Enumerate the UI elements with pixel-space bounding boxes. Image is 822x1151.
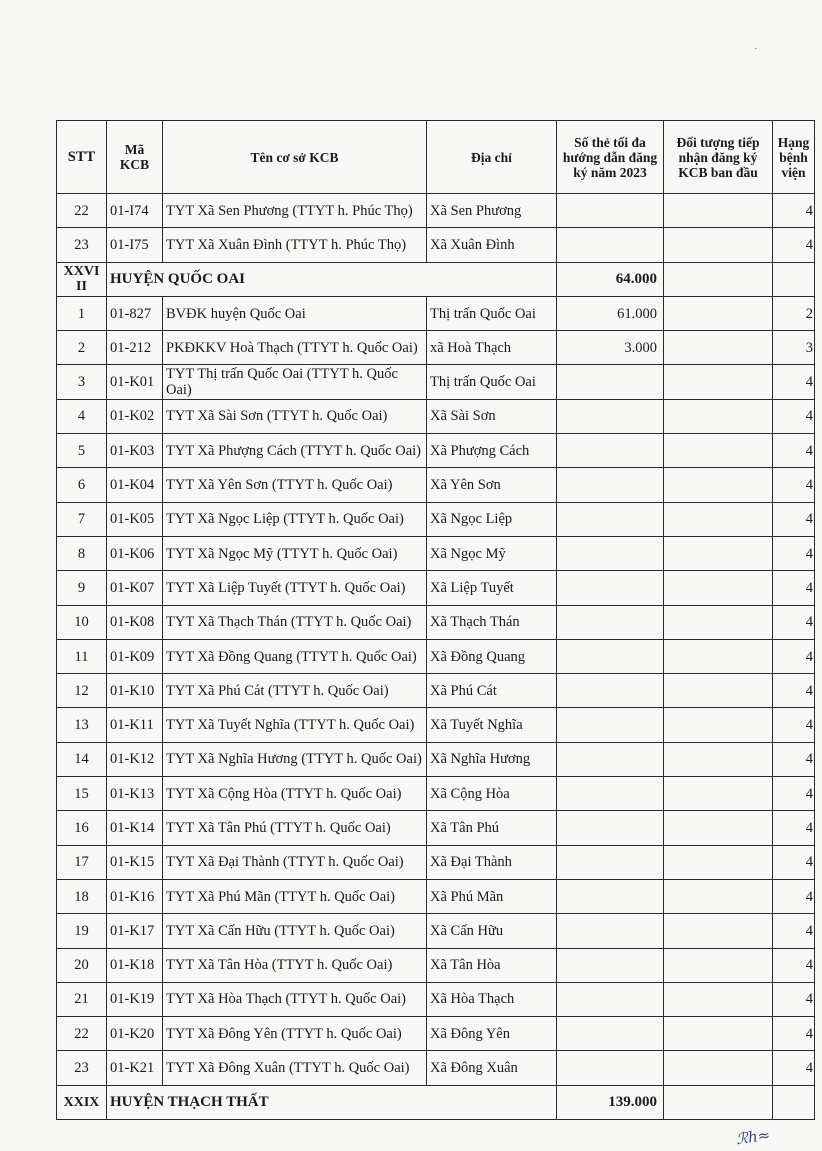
table-row <box>57 879 815 913</box>
cell-doi-tuong <box>664 708 773 742</box>
table-row <box>57 1051 815 1085</box>
cell-ma-kcb: 01-K13 <box>107 777 163 811</box>
cell-dia-chi: Xã Sài Sơn <box>427 399 557 433</box>
cell-doi-tuong <box>664 296 773 330</box>
cell-so-the <box>557 811 664 845</box>
cell-hang: 4 <box>773 639 815 673</box>
cell-dia-chi: Xã Cấn Hữu <box>427 914 557 948</box>
cell-stt: 7 <box>57 502 107 536</box>
cell-stt: 11 <box>57 639 107 673</box>
cell-stt: 2 <box>57 331 107 365</box>
cell-hang: 4 <box>773 777 815 811</box>
cell-dia-chi: Xã Sen Phương <box>427 194 557 228</box>
cell-ma-kcb: 01-K03 <box>107 434 163 468</box>
cell-doi-tuong <box>664 639 773 673</box>
table-row <box>57 742 815 776</box>
cell-dia-chi: Xã Phượng Cách <box>427 434 557 468</box>
group-so-the: 64.000 <box>557 262 664 296</box>
cell-hang: 4 <box>773 502 815 536</box>
cell-ma-kcb: 01-K08 <box>107 605 163 639</box>
cell-ma-kcb: 01-K09 <box>107 639 163 673</box>
cell-hang: 4 <box>773 1017 815 1051</box>
cell-stt: 12 <box>57 674 107 708</box>
cell-ten-co-so: TYT Xã Xuân Đình (TTYT h. Phúc Thọ) <box>163 228 427 262</box>
cell-ma-kcb: 01-K18 <box>107 948 163 982</box>
cell-stt: 10 <box>57 605 107 639</box>
cell-dia-chi: Xã Phú Cát <box>427 674 557 708</box>
table-row <box>57 331 815 365</box>
cell-dia-chi: Xã Nghĩa Hương <box>427 742 557 776</box>
cell-so-the <box>557 1051 664 1085</box>
table-row <box>57 434 815 468</box>
cell-ma-kcb: 01-K01 <box>107 365 163 399</box>
cell-hang: 4 <box>773 674 815 708</box>
cell-stt: 14 <box>57 742 107 776</box>
cell-ten-co-so: TYT Xã Cấn Hữu (TTYT h. Quốc Oai) <box>163 914 427 948</box>
cell-ten-co-so: TYT Xã Sen Phương (TTYT h. Phúc Thọ) <box>163 194 427 228</box>
cell-hang: 4 <box>773 536 815 570</box>
cell-ten-co-so: TYT Xã Phượng Cách (TTYT h. Quốc Oai) <box>163 434 427 468</box>
cell-ten-co-so: TYT Xã Phú Cát (TTYT h. Quốc Oai) <box>163 674 427 708</box>
cell-doi-tuong <box>664 605 773 639</box>
cell-doi-tuong <box>664 948 773 982</box>
table-row <box>57 914 815 948</box>
cell-so-the <box>557 639 664 673</box>
cell-stt: 3 <box>57 365 107 399</box>
cell-so-the <box>557 742 664 776</box>
cell-doi-tuong <box>664 331 773 365</box>
cell-so-the: 61.000 <box>557 296 664 330</box>
cell-so-the <box>557 914 664 948</box>
group-empty <box>773 1085 815 1119</box>
table-row <box>57 982 815 1016</box>
cell-doi-tuong <box>664 228 773 262</box>
cell-ma-kcb: 01-K21 <box>107 1051 163 1085</box>
table-row <box>57 845 815 879</box>
cell-ten-co-so: TYT Xã Tuyết Nghĩa (TTYT h. Quốc Oai) <box>163 708 427 742</box>
cell-stt: 13 <box>57 708 107 742</box>
cell-hang: 4 <box>773 571 815 605</box>
cell-doi-tuong <box>664 365 773 399</box>
cell-so-the <box>557 399 664 433</box>
cell-hang: 4 <box>773 914 815 948</box>
document-sheet <box>56 120 814 1120</box>
cell-ma-kcb: 01-K12 <box>107 742 163 776</box>
cell-doi-tuong <box>664 879 773 913</box>
cell-hang: 4 <box>773 879 815 913</box>
cell-doi-tuong <box>664 468 773 502</box>
cell-dia-chi: Xã Tuyết Nghĩa <box>427 708 557 742</box>
cell-doi-tuong <box>664 571 773 605</box>
cell-stt: 22 <box>57 194 107 228</box>
cell-dia-chi: Xã Đông Xuân <box>427 1051 557 1085</box>
handwritten-initials: ℛℎ≈ <box>734 1125 772 1149</box>
cell-dia-chi: Xã Tân Phú <box>427 811 557 845</box>
cell-doi-tuong <box>664 914 773 948</box>
cell-ma-kcb: 01-K20 <box>107 1017 163 1051</box>
cell-dia-chi: Thị trấn Quốc Oai <box>427 365 557 399</box>
cell-ma-kcb: 01-K02 <box>107 399 163 433</box>
cell-stt: 22 <box>57 1017 107 1051</box>
cell-dia-chi: Xã Thạch Thán <box>427 605 557 639</box>
table-row <box>57 468 815 502</box>
cell-doi-tuong <box>664 674 773 708</box>
cell-ma-kcb: 01-I75 <box>107 228 163 262</box>
cell-doi-tuong <box>664 982 773 1016</box>
cell-stt: 23 <box>57 1051 107 1085</box>
cell-hang: 4 <box>773 399 815 433</box>
cell-hang: 4 <box>773 845 815 879</box>
cell-hang: 2 <box>773 296 815 330</box>
cell-so-the <box>557 879 664 913</box>
cell-doi-tuong <box>664 502 773 536</box>
cell-dia-chi: Xã Tân Hòa <box>427 948 557 982</box>
cell-doi-tuong <box>664 434 773 468</box>
cell-ma-kcb: 01-K06 <box>107 536 163 570</box>
table-row <box>57 674 815 708</box>
cell-stt: 17 <box>57 845 107 879</box>
cell-ten-co-so: TYT Xã Đông Xuân (TTYT h. Quốc Oai) <box>163 1051 427 1085</box>
cell-ma-kcb: 01-K15 <box>107 845 163 879</box>
cell-ma-kcb: 01-K19 <box>107 982 163 1016</box>
cell-stt: 20 <box>57 948 107 982</box>
cell-ma-kcb: 01-K04 <box>107 468 163 502</box>
cell-dia-chi: Xã Cộng Hòa <box>427 777 557 811</box>
cell-hang: 4 <box>773 742 815 776</box>
group-empty <box>664 1085 773 1119</box>
table-row <box>57 536 815 570</box>
table-row <box>57 296 815 330</box>
cell-so-the <box>557 365 664 399</box>
cell-ma-kcb: 01-827 <box>107 296 163 330</box>
cell-dia-chi: Xã Đông Yên <box>427 1017 557 1051</box>
table-row <box>57 639 815 673</box>
table-row <box>57 605 815 639</box>
group-row-quoc-oai <box>57 262 815 296</box>
cell-stt: 15 <box>57 777 107 811</box>
cell-ten-co-so: TYT Xã Ngọc Liệp (TTYT h. Quốc Oai) <box>163 502 427 536</box>
cell-ma-kcb: 01-K14 <box>107 811 163 845</box>
header-row <box>57 121 815 194</box>
table-row <box>57 399 815 433</box>
cell-so-the <box>557 605 664 639</box>
group-empty <box>664 262 773 296</box>
cell-hang: 4 <box>773 228 815 262</box>
table-row <box>57 1017 815 1051</box>
cell-doi-tuong <box>664 194 773 228</box>
cell-ten-co-so: TYT Xã Ngọc Mỹ (TTYT h. Quốc Oai) <box>163 536 427 570</box>
cell-hang: 3 <box>773 331 815 365</box>
cell-ten-co-so: TYT Xã Tân Phú (TTYT h. Quốc Oai) <box>163 811 427 845</box>
cell-dia-chi: Xã Đại Thành <box>427 845 557 879</box>
cell-so-the <box>557 468 664 502</box>
cell-dia-chi: Xã Yên Sơn <box>427 468 557 502</box>
scan-speck: · <box>754 44 758 55</box>
cell-dia-chi: xã Hoà Thạch <box>427 331 557 365</box>
cell-ten-co-so: TYT Xã Phú Mãn (TTYT h. Quốc Oai) <box>163 879 427 913</box>
cell-dia-chi: Thị trấn Quốc Oai <box>427 296 557 330</box>
cell-ma-kcb: 01-I74 <box>107 194 163 228</box>
table-row <box>57 365 815 399</box>
cell-so-the <box>557 845 664 879</box>
cell-stt: 19 <box>57 914 107 948</box>
cell-stt: 1 <box>57 296 107 330</box>
cell-ma-kcb: 01-K05 <box>107 502 163 536</box>
group-empty <box>773 262 815 296</box>
cell-so-the <box>557 194 664 228</box>
kcb-registration-table <box>56 120 815 1120</box>
group-stt: XXVI II <box>57 262 107 296</box>
cell-stt: 23 <box>57 228 107 262</box>
cell-ten-co-so: TYT Xã Nghĩa Hương (TTYT h. Quốc Oai) <box>163 742 427 776</box>
cell-hang: 4 <box>773 434 815 468</box>
cell-so-the <box>557 571 664 605</box>
cell-ten-co-so: TYT Xã Tân Hòa (TTYT h. Quốc Oai) <box>163 948 427 982</box>
header-hang-benh-vien: Hạng bệnh viện <box>773 121 815 194</box>
cell-stt: 16 <box>57 811 107 845</box>
cell-hang: 4 <box>773 948 815 982</box>
cell-dia-chi: Xã Liệp Tuyết <box>427 571 557 605</box>
group-stt: XXIX <box>57 1085 107 1119</box>
cell-ma-kcb: 01-K10 <box>107 674 163 708</box>
cell-dia-chi: Xã Xuân Đình <box>427 228 557 262</box>
cell-ten-co-so: TYT Xã Yên Sơn (TTYT h. Quốc Oai) <box>163 468 427 502</box>
cell-hang: 4 <box>773 708 815 742</box>
cell-so-the <box>557 228 664 262</box>
table-body <box>57 194 815 1120</box>
cell-hang: 4 <box>773 982 815 1016</box>
cell-stt: 4 <box>57 399 107 433</box>
cell-hang: 4 <box>773 194 815 228</box>
cell-ten-co-so: TYT Xã Đồng Quang (TTYT h. Quốc Oai) <box>163 639 427 673</box>
cell-ten-co-so: TYT Xã Đông Yên (TTYT h. Quốc Oai) <box>163 1017 427 1051</box>
cell-dia-chi: Xã Phú Mãn <box>427 879 557 913</box>
cell-ten-co-so: TYT Xã Thạch Thán (TTYT h. Quốc Oai) <box>163 605 427 639</box>
cell-stt: 18 <box>57 879 107 913</box>
cell-ma-kcb: 01-K11 <box>107 708 163 742</box>
cell-doi-tuong <box>664 742 773 776</box>
table-row <box>57 194 815 228</box>
cell-so-the <box>557 948 664 982</box>
table-row <box>57 502 815 536</box>
cell-ten-co-so: BVĐK huyện Quốc Oai <box>163 296 427 330</box>
cell-hang: 4 <box>773 605 815 639</box>
header-ma-kcb: Mã KCB <box>107 121 163 194</box>
cell-ten-co-so: TYT Xã Sài Sơn (TTYT h. Quốc Oai) <box>163 399 427 433</box>
cell-ten-co-so: TYT Xã Hòa Thạch (TTYT h. Quốc Oai) <box>163 982 427 1016</box>
cell-dia-chi: Xã Ngọc Liệp <box>427 502 557 536</box>
cell-ten-co-so: PKĐKKV Hoà Thạch (TTYT h. Quốc Oai) <box>163 331 427 365</box>
cell-so-the <box>557 536 664 570</box>
cell-ma-kcb: 01-212 <box>107 331 163 365</box>
group-title: HUYỆN QUỐC OAI <box>107 262 557 296</box>
cell-doi-tuong <box>664 777 773 811</box>
cell-so-the <box>557 434 664 468</box>
group-title: HUYỆN THẠCH THẤT <box>107 1085 557 1119</box>
cell-so-the <box>557 982 664 1016</box>
cell-doi-tuong <box>664 1051 773 1085</box>
cell-hang: 4 <box>773 468 815 502</box>
cell-so-the <box>557 708 664 742</box>
cell-ten-co-so: TYT Xã Đại Thành (TTYT h. Quốc Oai) <box>163 845 427 879</box>
cell-ma-kcb: 01-K16 <box>107 879 163 913</box>
table-row <box>57 777 815 811</box>
cell-so-the <box>557 777 664 811</box>
group-row-thach-that <box>57 1085 815 1119</box>
cell-ma-kcb: 01-K07 <box>107 571 163 605</box>
table-row <box>57 948 815 982</box>
header-doi-tuong: Đối tượng tiếp nhận đăng ký KCB ban đầu <box>664 121 773 194</box>
cell-so-the <box>557 1017 664 1051</box>
cell-doi-tuong <box>664 811 773 845</box>
cell-stt: 8 <box>57 536 107 570</box>
cell-so-the <box>557 674 664 708</box>
cell-hang: 4 <box>773 365 815 399</box>
table-row <box>57 571 815 605</box>
cell-hang: 4 <box>773 1051 815 1085</box>
cell-stt: 21 <box>57 982 107 1016</box>
table-row <box>57 811 815 845</box>
cell-ten-co-so: TYT Xã Cộng Hòa (TTYT h. Quốc Oai) <box>163 777 427 811</box>
cell-doi-tuong <box>664 1017 773 1051</box>
header-stt: STT <box>57 121 107 194</box>
cell-doi-tuong <box>664 399 773 433</box>
header-so-the: Số thẻ tối đa hướng dẫn đăng ký năm 2023 <box>557 121 664 194</box>
cell-doi-tuong <box>664 845 773 879</box>
cell-stt: 9 <box>57 571 107 605</box>
cell-dia-chi: Xã Ngọc Mỹ <box>427 536 557 570</box>
cell-hang: 4 <box>773 811 815 845</box>
header-dia-chi: Địa chỉ <box>427 121 557 194</box>
cell-stt: 6 <box>57 468 107 502</box>
table-row <box>57 708 815 742</box>
cell-stt: 5 <box>57 434 107 468</box>
cell-doi-tuong <box>664 536 773 570</box>
table-row <box>57 228 815 262</box>
cell-so-the: 3.000 <box>557 331 664 365</box>
cell-dia-chi: Xã Hòa Thạch <box>427 982 557 1016</box>
group-so-the: 139.000 <box>557 1085 664 1119</box>
cell-dia-chi: Xã Đồng Quang <box>427 639 557 673</box>
cell-ten-co-so: TYT Thị trấn Quốc Oai (TTYT h. Quốc Oai) <box>163 365 427 399</box>
cell-ma-kcb: 01-K17 <box>107 914 163 948</box>
cell-so-the <box>557 502 664 536</box>
header-ten-co-so: Tên cơ sở KCB <box>163 121 427 194</box>
cell-ten-co-so: TYT Xã Liệp Tuyết (TTYT h. Quốc Oai) <box>163 571 427 605</box>
